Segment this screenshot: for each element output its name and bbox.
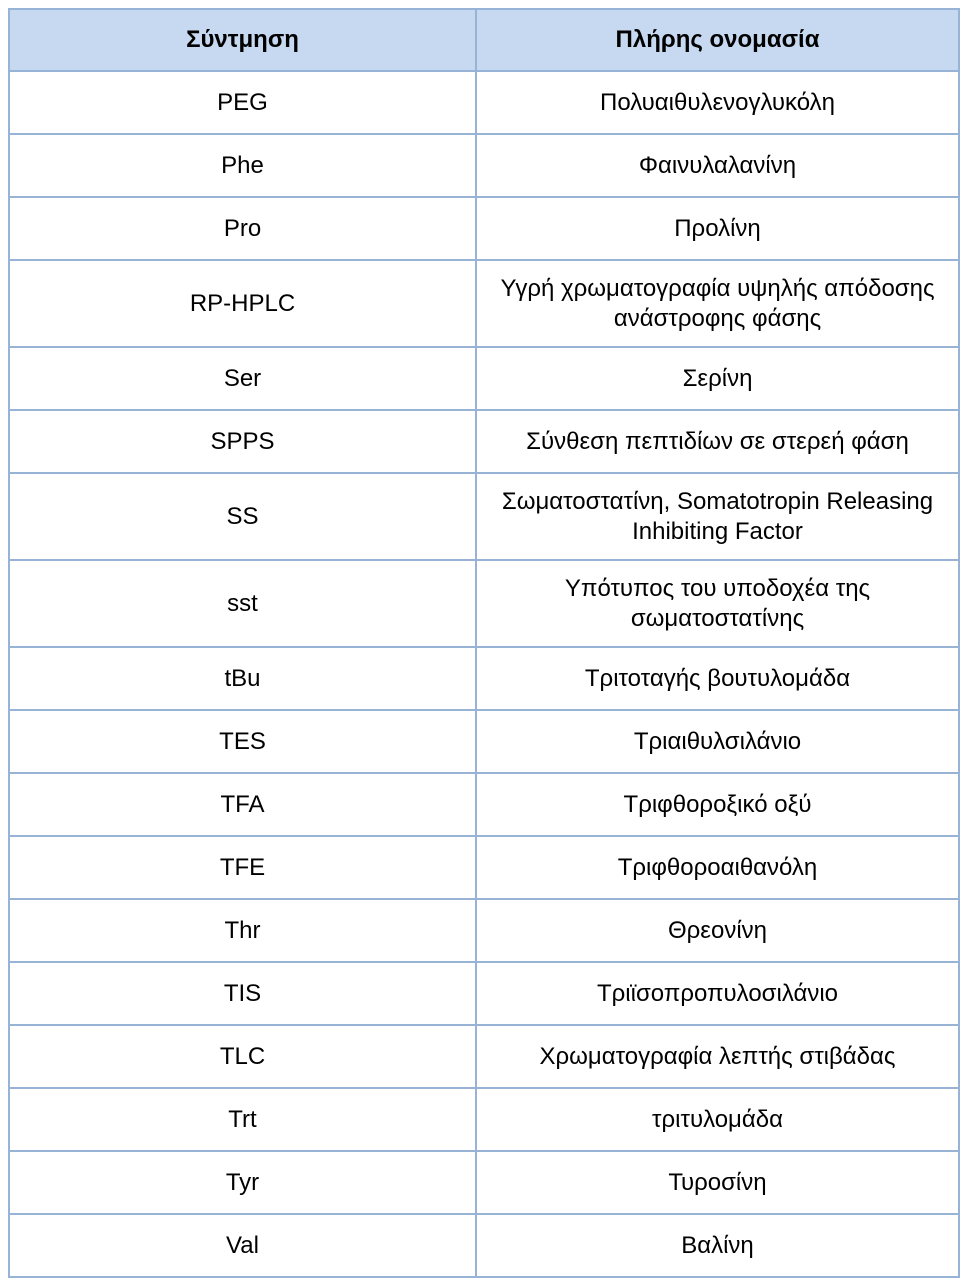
table-row xyxy=(9,899,959,962)
full-name-cell: Σύνθεση πεπτιδίων σε στερεή φάση xyxy=(476,410,959,473)
abbreviation-cell: Ser xyxy=(9,347,476,410)
abbreviation-cell: Val xyxy=(9,1214,476,1277)
abbreviation-cell: Phe xyxy=(9,134,476,197)
table-row xyxy=(9,197,959,260)
abbreviation-cell: tBu xyxy=(9,647,476,710)
full-name-cell: Πολυαιθυλενογλυκόλη xyxy=(476,71,959,134)
table-header-row xyxy=(9,9,959,71)
full-name-cell: Τριτοταγής βουτυλομάδα xyxy=(476,647,959,710)
full-name-cell: Τυροσίνη xyxy=(476,1151,959,1214)
table-row xyxy=(9,260,959,347)
table-row xyxy=(9,1151,959,1214)
column-header-abbreviation: Σύντμηση xyxy=(9,9,476,71)
full-name-cell: Υγρή χρωματογραφία υψηλής απόδοσης ανάστροφης φάσης xyxy=(476,260,959,347)
full-name-cell: Προλίνη xyxy=(476,197,959,260)
full-name-cell: Βαλίνη xyxy=(476,1214,959,1277)
full-name-cell: Υπότυπος του υποδοχέα της σωματοστατίνης xyxy=(476,560,959,647)
table-row xyxy=(9,710,959,773)
abbreviation-cell: TES xyxy=(9,710,476,773)
abbreviation-cell: Thr xyxy=(9,899,476,962)
abbreviations-table xyxy=(8,8,960,1278)
full-name-cell: Τριαιθυλσιλάνιο xyxy=(476,710,959,773)
abbreviation-cell: PEG xyxy=(9,71,476,134)
full-name-cell: Τριφθοροξικό οξύ xyxy=(476,773,959,836)
table-row xyxy=(9,773,959,836)
table-row xyxy=(9,1088,959,1151)
full-name-cell: Σωματοστατίνη, Somatotropin Releasing Inhibiting Factor xyxy=(476,473,959,560)
abbreviation-cell: TFA xyxy=(9,773,476,836)
table-row xyxy=(9,410,959,473)
table-row xyxy=(9,560,959,647)
full-name-cell: Χρωματογραφία λεπτής στιβάδας xyxy=(476,1025,959,1088)
abbreviation-cell: TIS xyxy=(9,962,476,1025)
full-name-cell: Φαινυλαλανίνη xyxy=(476,134,959,197)
abbreviation-cell: RP-HPLC xyxy=(9,260,476,347)
abbreviation-cell: TLC xyxy=(9,1025,476,1088)
full-name-cell: Τριφθοροαιθανόλη xyxy=(476,836,959,899)
full-name-cell: Σερίνη xyxy=(476,347,959,410)
abbreviation-cell: sst xyxy=(9,560,476,647)
column-header-full-name: Πλήρης ονομασία xyxy=(476,9,959,71)
abbreviation-cell: SPPS xyxy=(9,410,476,473)
table-row xyxy=(9,71,959,134)
table-row xyxy=(9,836,959,899)
abbreviation-cell: SS xyxy=(9,473,476,560)
table-row xyxy=(9,1025,959,1088)
full-name-cell: τριτυλομάδα xyxy=(476,1088,959,1151)
full-name-cell: Τριϊσοπροπυλοσιλάνιο xyxy=(476,962,959,1025)
table-row xyxy=(9,347,959,410)
abbreviation-cell: Pro xyxy=(9,197,476,260)
abbreviation-cell: Trt xyxy=(9,1088,476,1151)
abbreviation-cell: TFE xyxy=(9,836,476,899)
table-row xyxy=(9,962,959,1025)
abbreviation-cell: Tyr xyxy=(9,1151,476,1214)
table-row xyxy=(9,134,959,197)
full-name-cell: Θρεονίνη xyxy=(476,899,959,962)
table-row xyxy=(9,473,959,560)
table-row xyxy=(9,647,959,710)
